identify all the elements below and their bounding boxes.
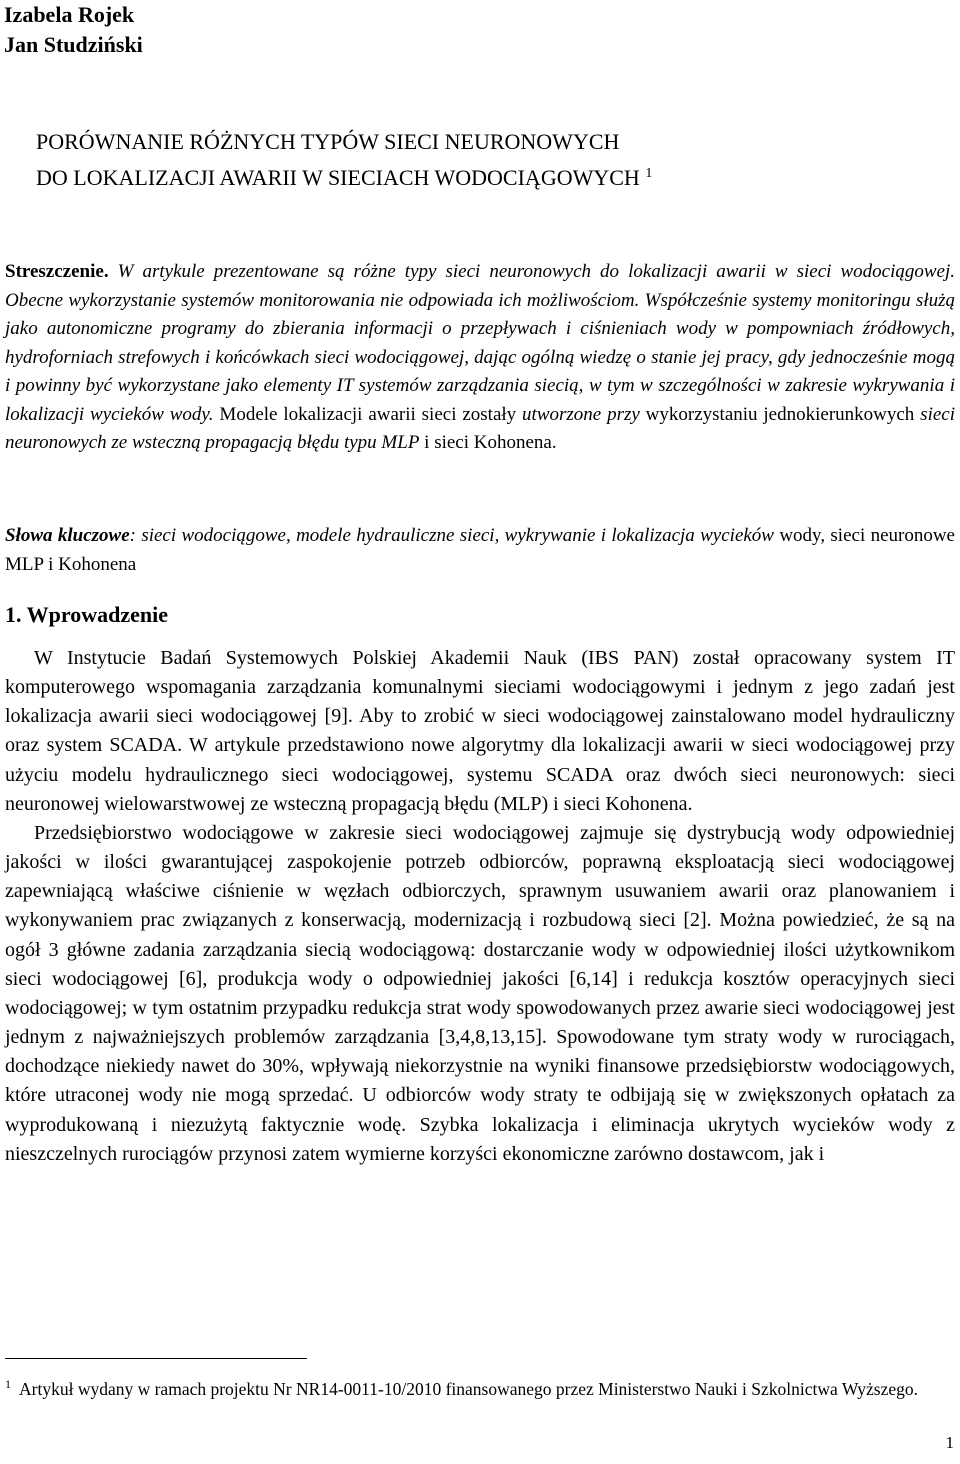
keywords-label: Słowa kluczowe: [5, 525, 130, 546]
footnote-text: Artykuł wydany w ramach projektu Nr NR14-0011-10/2010 finansowanego przez Ministerstwo Nauki i Szkolnictwa Wyższego.: [19, 1379, 919, 1399]
abstract-text: Modele lokalizacji awarii sieci zostały: [213, 403, 517, 425]
footnote: [5, 1371, 955, 1403]
abstract-text: wykorzystaniu jednokierunkowych: [639, 403, 915, 425]
keywords: [5, 522, 955, 579]
abstract-label: Streszczenie.: [5, 261, 109, 282]
title-footnote-mark[interactable]: 1: [645, 166, 653, 181]
author-name: Jan Studziński: [4, 32, 143, 57]
body-paragraph: W Instytucie Badań Systemowych Polskiej Akademii Nauk (IBS PAN) został opracowany system IT komputerowego wspomagania zarządzania komunalnymi sieciami wodociągowymi i jednym z jego zadań jest lokalizacja awarii sieci wodociągowej [9]. Aby to zrobić w sieci wodociągowej zainstalowano model hydrauliczny oraz system SCADA. W artykule przedstawiono nowe algorytmy dla lokalizacji awarii w sieci wodociągowej przy użyciu modelu hydraulicznego sieci wodociągowej, systemu SCADA oraz dwóch sieci neuronowych: sieci neuronowej wielowarstwowej ze wsteczną propagacją błędu (MLP) i sieci Kohonena.: [5, 647, 955, 815]
abstract-text: W artykule prezentowane są różne typy sieci neuronowych do lokalizacji awarii w sieci wodociągowej. Obecne wykorzystanie systemów monitorowania nie odpowiada ich możliwościom. Współcześnie systemy monitoringu służą jako autonomiczne programy do zbierania informacji o przepływach i ciśnieniach wody w pompowniach źródłowych, hydroforniach strefowych i końcówkach sieci wodociągowej, dając ogólną wiedzę o stanie jej pracy, gdy jednocześnie mogą i powinny być wykorzystane jako elementy IT systemów zarządzania siecią, w tym w szczególności w zakresie wykrywania i lokalizacji wycieków wody.: [5, 261, 955, 425]
footnote-divider: [5, 1358, 307, 1359]
abstract: [5, 258, 955, 458]
author-name: Izabela Rojek: [4, 2, 135, 27]
footnote-mark: 1: [5, 1377, 11, 1391]
keywords-tail: wody, sieci neuronowe MLP i Kohonena: [5, 525, 955, 575]
title-line: PORÓWNANIE RÓŻNYCH TYPÓW SIECI NEURONOWYCH: [36, 129, 620, 154]
section-heading: 1. Wprowadzenie: [5, 602, 168, 627]
section-body: [5, 644, 955, 1169]
keywords-text: : sieci wodociągowe, modele hydrauliczne sieci, wykrywanie i lokalizacja wycieków: [129, 525, 774, 546]
abstract-text: i sieci Kohonena.: [419, 432, 557, 453]
title-line: DO LOKALIZACJI AWARII W SIECIACH WODOCIĄGOWYCH: [36, 165, 640, 190]
author-list: [4, 0, 143, 60]
title-line-2: [36, 158, 936, 194]
abstract-text: sieci neuronowych ze wsteczną propagacją błędu typu MLP: [5, 403, 955, 453]
abstract-text: utworzone przy: [516, 403, 640, 425]
paper-title: [36, 126, 936, 194]
page-number: 1: [945, 1433, 954, 1452]
body-paragraph: Przedsiębiorstwo wodociągowe w zakresie sieci wodociągowej zajmuje się dystrybucją wody odpowiedniej jakości w ilości gwarantującej zaspokojenie potrzeb odbiorców, poprawną eksploatacją sieci wodociągowej zapewniającą właściwe ciśnienie w węzłach odbiorczych, sprawnym usuwaniem awarii oraz planowaniem i wykonywaniem prac związanych z konserwacją, modernizacją i rozbudową sieci [2]. Można powiedzieć, że są na ogół 3 główne zadania zarządzania siecią wodociągową: dostarczanie wody w odpowiedniej ilości użytkownikom sieci wodociągowej [6], produkcja wody o odpowiedniej jakości [6,14] i redukcja kosztów operacyjnych sieci wodociągowej; w tym ostatnim przypadku redukcja strat wody spowodowanych przez awarie sieci wodociągowej jest jednym z najważniejszych problemów zarządzania [3,4,8,13,15]. Spowodowane tym straty wody w rurociągach, dochodzące niekiedy nawet do 30%, wpływają niekorzystnie na wyniki finansowe przedsiębiorstw wodociągowych, które utraconej wody nie mogą sprzedać. U odbiorców wody straty te odbijają się w zwiększonych opłatach za wyprodukowaną i niezużytą faktycznie wodę. Szybka lokalizacja i eliminacja ukrytych wycieków wody z nieszczelnych rurociągów przynosi zatem wymierne korzyści ekonomiczne zarówno dostawcom, jak i: [5, 821, 955, 1165]
